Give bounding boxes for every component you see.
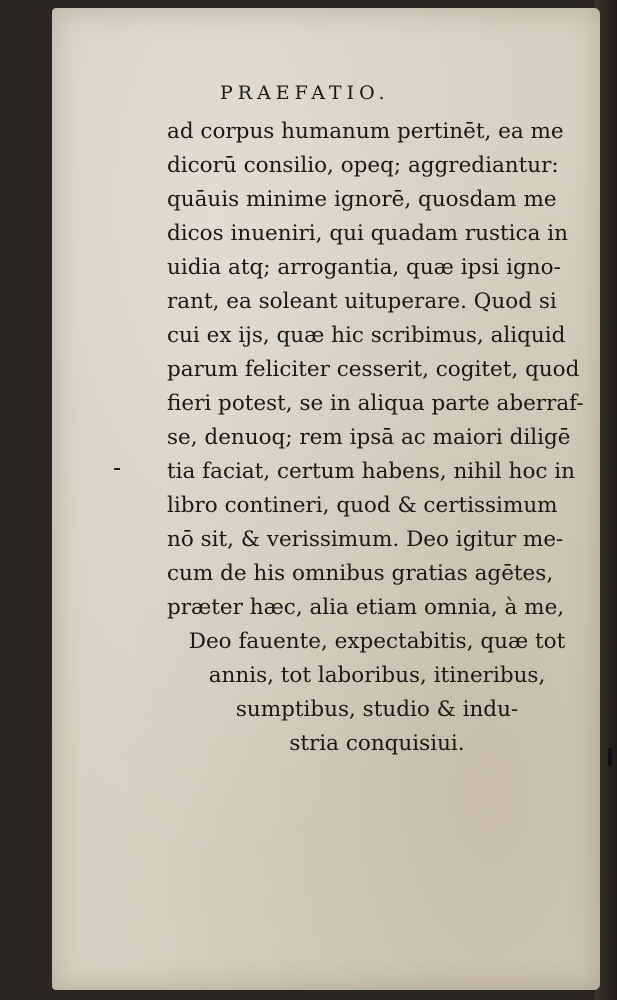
body-text xyxy=(167,115,587,761)
text-line: uidia atq; arrogantia, quæ ipsi igno- xyxy=(167,255,561,280)
edge-mark xyxy=(608,748,612,766)
text-line: se, denuoq; rem ipsā ac maiori diligē xyxy=(167,425,571,450)
text-line: præter hæc, alia etiam omnia, à me, xyxy=(167,595,565,620)
text-line: rant, ea soleant uituperare. Quod si xyxy=(167,289,557,314)
text-line: quāuis minime ignorē, quosdam me xyxy=(167,187,557,212)
text-line: fieri potest, se in aliqua parte aberraf- xyxy=(167,391,584,416)
closing-line: Deo fauente, expectabitis, quæ tot xyxy=(188,629,566,654)
running-head: PRAEFATIO. xyxy=(220,82,390,104)
closing-line: annis, tot laboribus, itineribus, xyxy=(208,663,546,688)
text-line: parum feliciter cesserit, cogitet, quod xyxy=(167,357,580,382)
text-line: tia faciat, certum habens, nihil hoc in xyxy=(167,459,575,484)
closing-line: stria conquisiui. xyxy=(289,731,465,756)
text-line: dicorū consilio, opeq; aggrediantur: xyxy=(167,153,559,178)
text-line: cum de his omnibus gratias agētes, xyxy=(167,561,554,586)
margin-mark xyxy=(114,468,120,470)
text-line: ad corpus humanum pertinēt, ea me xyxy=(167,119,564,144)
closing-line: sumptibus, studio & indu- xyxy=(235,697,519,722)
text-line: dicos inueniri, qui quadam rustica in xyxy=(167,221,568,246)
text-line: libro contineri, quod & certissimum xyxy=(167,493,558,518)
text-line: cui ex ijs, quæ hic scribimus, aliquid xyxy=(167,323,566,348)
text-line: nō sit, & verissimum. Deo igitur me- xyxy=(167,527,564,552)
